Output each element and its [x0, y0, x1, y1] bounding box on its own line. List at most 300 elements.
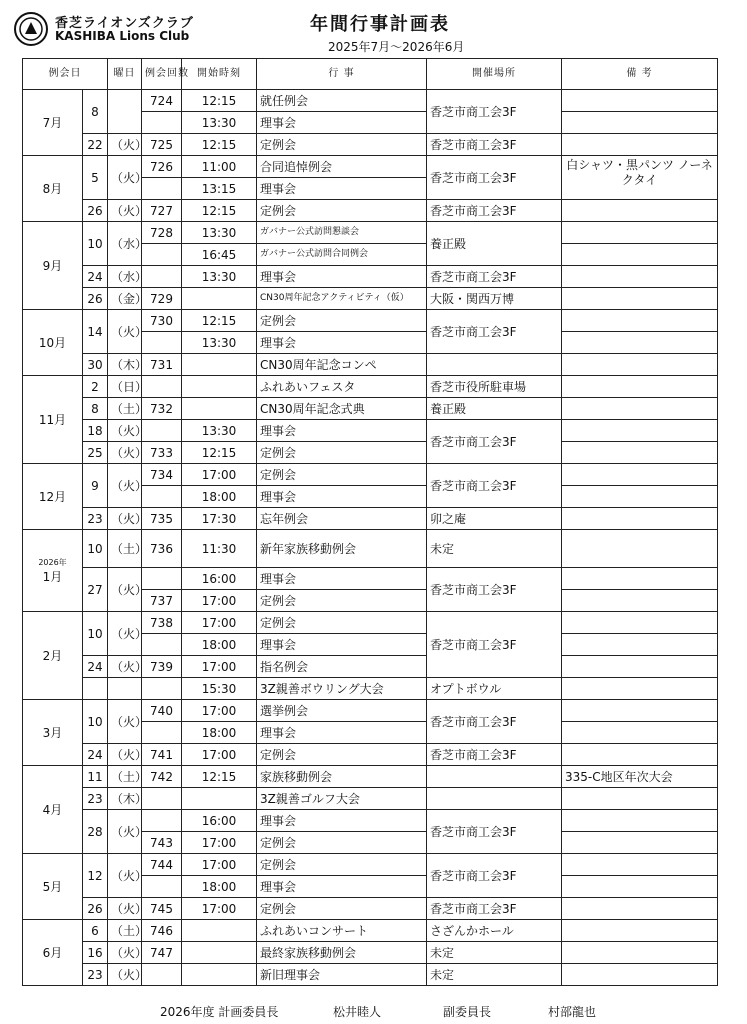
venue-cell: 未定	[427, 530, 562, 568]
day-cell: 8	[83, 398, 108, 420]
time-cell: 18:00	[182, 876, 257, 898]
time-cell: 12:15	[182, 200, 257, 222]
weekday-cell: （火）	[108, 442, 142, 464]
note-cell	[562, 920, 718, 942]
time-cell: 17:00	[182, 854, 257, 876]
weekday-cell: （土）	[108, 530, 142, 568]
time-cell: 17:00	[182, 464, 257, 486]
event-cell: 定例会	[257, 442, 427, 464]
time-cell	[182, 354, 257, 376]
note-cell	[562, 266, 718, 288]
venue-cell: 香芝市商工会3F	[427, 134, 562, 156]
header-note: 備 考	[562, 59, 718, 90]
meeting-no-cell	[142, 788, 182, 810]
time-cell	[182, 398, 257, 420]
table-row	[23, 134, 718, 156]
meeting-no-cell: 740	[142, 700, 182, 722]
meeting-no-cell: 729	[142, 288, 182, 310]
table-row	[23, 964, 718, 986]
vice-chair-name: 村部龍也	[548, 1005, 597, 1019]
weekday-cell: （火）	[108, 898, 142, 920]
note-cell: 白シャツ・黒パンツ ノーネクタイ	[562, 156, 718, 200]
table-row	[23, 420, 718, 442]
weekday-cell: （火）	[108, 464, 142, 508]
meeting-no-cell: 725	[142, 134, 182, 156]
weekday-cell: （火）	[108, 134, 142, 156]
note-cell	[562, 590, 718, 612]
meeting-no-cell: 728	[142, 222, 182, 244]
day-cell: 10	[83, 530, 108, 568]
event-cell: 就任例会	[257, 90, 427, 112]
venue-cell: 香芝市商工会3F	[427, 568, 562, 612]
day-cell: 24	[83, 266, 108, 288]
weekday-cell: （火）	[108, 420, 142, 442]
venue-cell: 香芝市商工会3F	[427, 266, 562, 288]
event-cell: ふれあいコンサート	[257, 920, 427, 942]
venue-cell: オプトボウル	[427, 678, 562, 700]
time-cell	[182, 942, 257, 964]
table-row	[23, 700, 718, 722]
meeting-no-cell: 741	[142, 744, 182, 766]
time-cell: 13:30	[182, 222, 257, 244]
table-row	[23, 310, 718, 332]
meeting-no-cell	[142, 964, 182, 986]
venue-cell: 香芝市商工会3F	[427, 90, 562, 134]
table-row	[23, 442, 718, 464]
note-cell	[562, 634, 718, 656]
event-cell: 定例会	[257, 200, 427, 222]
event-cell: 3Z親善ボウリング大会	[257, 678, 427, 700]
table-row	[23, 568, 718, 590]
event-cell: 理事会	[257, 722, 427, 744]
table-row	[23, 612, 718, 634]
venue-cell: 香芝市商工会3F	[427, 464, 562, 508]
day-cell: 24	[83, 744, 108, 766]
note-cell	[562, 530, 718, 568]
header-venue: 開催場所	[427, 59, 562, 90]
venue-cell: 養正殿	[427, 398, 562, 420]
weekday-cell: （火）	[108, 612, 142, 656]
time-cell: 17:00	[182, 590, 257, 612]
day-cell: 11	[83, 766, 108, 788]
table-row	[23, 354, 718, 376]
meeting-no-cell: 733	[142, 442, 182, 464]
note-cell	[562, 200, 718, 222]
venue-cell: 香芝市役所駐車場	[427, 376, 562, 398]
day-cell: 16	[83, 942, 108, 964]
event-cell: CN30周年記念アクティビティ（仮）	[257, 288, 427, 310]
time-cell: 17:00	[182, 612, 257, 634]
meeting-no-cell: 737	[142, 590, 182, 612]
venue-cell: さざんかホール	[427, 920, 562, 942]
meeting-no-cell: 745	[142, 898, 182, 920]
venue-cell: 養正殿	[427, 222, 562, 266]
time-cell: 11:30	[182, 530, 257, 568]
month-label: 9月	[23, 222, 83, 310]
weekday-cell: （火）	[108, 310, 142, 354]
note-cell	[562, 810, 718, 832]
weekday-cell: （水）	[108, 222, 142, 266]
event-cell: 忘年例会	[257, 508, 427, 530]
header-meeting-no: 例会回数	[142, 59, 182, 90]
event-cell: 3Z親善ゴルフ大会	[257, 788, 427, 810]
day-cell: 26	[83, 200, 108, 222]
note-cell	[562, 90, 718, 112]
meeting-no-cell: 739	[142, 656, 182, 678]
note-cell	[562, 942, 718, 964]
venue-cell: 未定	[427, 942, 562, 964]
weekday-cell: （火）	[108, 964, 142, 986]
time-cell: 13:30	[182, 266, 257, 288]
note-cell	[562, 332, 718, 354]
venue-cell: 香芝市商工会3F	[427, 854, 562, 898]
day-cell: 25	[83, 442, 108, 464]
event-cell: 定例会	[257, 134, 427, 156]
day-cell: 10	[83, 222, 108, 266]
note-cell	[562, 854, 718, 876]
event-cell: 理事会	[257, 876, 427, 898]
committee-title: 2026年度 計画委員長	[160, 1005, 279, 1019]
day-cell: 23	[83, 788, 108, 810]
time-cell: 12:15	[182, 442, 257, 464]
day-cell: 22	[83, 134, 108, 156]
day-cell: 18	[83, 420, 108, 442]
event-cell: ガバナー公式訪問懇談会	[257, 222, 427, 244]
time-cell: 13:30	[182, 112, 257, 134]
venue-cell	[427, 766, 562, 788]
meeting-no-cell: 742	[142, 766, 182, 788]
weekday-cell: （火）	[108, 200, 142, 222]
time-cell: 16:00	[182, 568, 257, 590]
meeting-no-cell: 727	[142, 200, 182, 222]
day-cell: 27	[83, 568, 108, 612]
note-cell	[562, 612, 718, 634]
note-cell	[562, 244, 718, 266]
time-cell: 18:00	[182, 486, 257, 508]
time-cell	[182, 288, 257, 310]
time-cell: 17:30	[182, 508, 257, 530]
day-cell	[83, 678, 108, 700]
weekday-cell: （火）	[108, 810, 142, 854]
time-cell: 12:15	[182, 766, 257, 788]
month-label: 7月	[23, 90, 83, 156]
event-cell: 指名例会	[257, 656, 427, 678]
day-cell: 26	[83, 288, 108, 310]
weekday-cell: （土）	[108, 920, 142, 942]
table-row	[23, 376, 718, 398]
venue-cell: 香芝市商工会3F	[427, 200, 562, 222]
table-row	[23, 90, 718, 112]
venue-cell: 卯之庵	[427, 508, 562, 530]
event-cell: 定例会	[257, 464, 427, 486]
table-row	[23, 508, 718, 530]
table-row	[23, 200, 718, 222]
weekday-cell: （土）	[108, 766, 142, 788]
weekday-cell: （火）	[108, 942, 142, 964]
day-cell: 12	[83, 854, 108, 898]
header-weekday: 曜日	[108, 59, 142, 90]
note-cell	[562, 568, 718, 590]
time-cell: 17:00	[182, 832, 257, 854]
day-cell: 6	[83, 920, 108, 942]
table-row	[23, 898, 718, 920]
note-cell: 335-C地区年次大会	[562, 766, 718, 788]
time-cell	[182, 788, 257, 810]
venue-cell	[427, 788, 562, 810]
event-cell: 理事会	[257, 810, 427, 832]
event-cell: 理事会	[257, 266, 427, 288]
table-row	[23, 920, 718, 942]
event-schedule-table	[22, 58, 718, 986]
day-cell: 30	[83, 354, 108, 376]
venue-cell	[427, 354, 562, 376]
page-title: 年間行事計画表	[310, 14, 450, 35]
weekday-cell	[108, 90, 142, 134]
time-cell: 13:30	[182, 332, 257, 354]
weekday-cell: （火）	[108, 156, 142, 200]
meeting-no-cell	[142, 112, 182, 134]
time-cell: 11:00	[182, 156, 257, 178]
month-label	[23, 530, 83, 612]
venue-cell: 香芝市商工会3F	[427, 156, 562, 200]
event-cell: 選挙例会	[257, 700, 427, 722]
day-cell: 24	[83, 656, 108, 678]
day-cell: 23	[83, 508, 108, 530]
event-cell: 理事会	[257, 178, 427, 200]
note-cell	[562, 744, 718, 766]
table-row	[23, 810, 718, 832]
event-cell: 定例会	[257, 898, 427, 920]
meeting-no-cell: 731	[142, 354, 182, 376]
weekday-cell: （金）	[108, 288, 142, 310]
meeting-no-cell	[142, 266, 182, 288]
month-label: 12月	[23, 464, 83, 530]
month-name: 1月	[42, 569, 63, 584]
note-cell	[562, 788, 718, 810]
header-event: 行 事	[257, 59, 427, 90]
month-label: 6月	[23, 920, 83, 986]
table-row	[23, 854, 718, 876]
weekday-cell: （日）	[108, 376, 142, 398]
header-start-time: 開始時刻	[182, 59, 257, 90]
month-label: 4月	[23, 766, 83, 854]
note-cell	[562, 134, 718, 156]
venue-cell: 香芝市商工会3F	[427, 700, 562, 744]
venue-cell: 香芝市商工会3F	[427, 744, 562, 766]
day-cell: 14	[83, 310, 108, 354]
meeting-no-cell: 744	[142, 854, 182, 876]
event-cell: 理事会	[257, 486, 427, 508]
time-cell: 17:00	[182, 656, 257, 678]
table-row	[23, 530, 718, 568]
time-cell	[182, 964, 257, 986]
day-cell: 26	[83, 898, 108, 920]
note-cell	[562, 398, 718, 420]
event-cell: 新旧理事会	[257, 964, 427, 986]
month-label: 3月	[23, 700, 83, 766]
note-cell	[562, 112, 718, 134]
month-label: 11月	[23, 376, 83, 464]
table-row	[23, 766, 718, 788]
meeting-no-cell: 738	[142, 612, 182, 634]
venue-cell: 未定	[427, 964, 562, 986]
weekday-cell: （火）	[108, 854, 142, 898]
table-row	[23, 942, 718, 964]
note-cell	[562, 678, 718, 700]
event-cell: 定例会	[257, 854, 427, 876]
time-cell: 12:15	[182, 310, 257, 332]
note-cell	[562, 656, 718, 678]
venue-cell: 香芝市商工会3F	[427, 810, 562, 854]
event-cell: CN30周年記念式典	[257, 398, 427, 420]
time-cell: 12:15	[182, 134, 257, 156]
weekday-cell: （火）	[108, 744, 142, 766]
day-cell: 5	[83, 156, 108, 200]
day-cell: 28	[83, 810, 108, 854]
time-cell: 17:00	[182, 898, 257, 920]
venue-cell: 大阪・関西万博	[427, 288, 562, 310]
table-row	[23, 266, 718, 288]
meeting-no-cell	[142, 678, 182, 700]
time-cell	[182, 376, 257, 398]
club-name-en: KASHIBA Lions Club	[55, 29, 190, 43]
venue-cell: 香芝市商工会3F	[427, 310, 562, 354]
event-cell: 新年家族移動例会	[257, 530, 427, 568]
year-label: 2026年	[38, 557, 67, 567]
table-row	[23, 464, 718, 486]
time-cell: 15:30	[182, 678, 257, 700]
note-cell	[562, 508, 718, 530]
note-cell	[562, 722, 718, 744]
event-cell: ふれあいフェスタ	[257, 376, 427, 398]
time-cell	[182, 920, 257, 942]
meeting-no-cell: 730	[142, 310, 182, 332]
meeting-no-cell	[142, 722, 182, 744]
period-label: 2025年7月～2026年6月	[328, 40, 465, 54]
meeting-no-cell: 726	[142, 156, 182, 178]
lions-club-logo	[14, 12, 48, 46]
table-row	[23, 398, 718, 420]
weekday-cell: （火）	[108, 568, 142, 612]
time-cell: 16:45	[182, 244, 257, 266]
weekday-cell	[108, 678, 142, 700]
club-name-ja: 香芝ライオンズクラブ	[55, 16, 194, 31]
day-cell: 10	[83, 700, 108, 744]
meeting-no-cell: 746	[142, 920, 182, 942]
meeting-no-cell	[142, 486, 182, 508]
table-row	[23, 656, 718, 678]
event-cell: ガバナー公式訪問合同例会	[257, 244, 427, 266]
meeting-no-cell	[142, 634, 182, 656]
table-row	[23, 156, 718, 178]
time-cell: 16:00	[182, 810, 257, 832]
note-cell	[562, 876, 718, 898]
event-cell: 定例会	[257, 744, 427, 766]
time-cell: 13:15	[182, 178, 257, 200]
venue-cell: 香芝市商工会3F	[427, 898, 562, 920]
table-row	[23, 678, 718, 700]
event-cell: 最終家族移動例会	[257, 942, 427, 964]
venue-cell: 香芝市商工会3F	[427, 420, 562, 464]
note-cell	[562, 832, 718, 854]
time-cell: 13:30	[182, 420, 257, 442]
month-label: 10月	[23, 310, 83, 376]
note-cell	[562, 310, 718, 332]
note-cell	[562, 464, 718, 486]
note-cell	[562, 222, 718, 244]
weekday-cell: （水）	[108, 266, 142, 288]
time-cell: 17:00	[182, 744, 257, 766]
time-cell: 12:15	[182, 90, 257, 112]
vice-chair-title: 副委員長	[443, 1005, 492, 1019]
meeting-no-cell: 747	[142, 942, 182, 964]
meeting-no-cell: 735	[142, 508, 182, 530]
table-row	[23, 222, 718, 244]
month-label: 2月	[23, 612, 83, 700]
header-date: 例会日	[23, 59, 108, 90]
meeting-no-cell	[142, 420, 182, 442]
event-cell: 定例会	[257, 590, 427, 612]
meeting-no-cell	[142, 178, 182, 200]
event-cell: 定例会	[257, 612, 427, 634]
venue-cell: 香芝市商工会3F	[427, 612, 562, 678]
day-cell: 23	[83, 964, 108, 986]
day-cell: 2	[83, 376, 108, 398]
note-cell	[562, 354, 718, 376]
weekday-cell: （火）	[108, 656, 142, 678]
meeting-no-cell: 734	[142, 464, 182, 486]
event-cell: 理事会	[257, 332, 427, 354]
note-cell	[562, 964, 718, 986]
day-cell: 9	[83, 464, 108, 508]
event-cell: 理事会	[257, 420, 427, 442]
meeting-no-cell: 732	[142, 398, 182, 420]
header-row	[23, 59, 718, 90]
event-cell: 理事会	[257, 568, 427, 590]
weekday-cell: （木）	[108, 788, 142, 810]
weekday-cell: （土）	[108, 398, 142, 420]
event-cell: 定例会	[257, 832, 427, 854]
note-cell	[562, 288, 718, 310]
month-label: 8月	[23, 156, 83, 222]
committee-chair-name: 松井睦人	[333, 1005, 382, 1019]
meeting-no-cell	[142, 376, 182, 398]
meeting-no-cell	[142, 244, 182, 266]
event-cell: 理事会	[257, 634, 427, 656]
weekday-cell: （木）	[108, 354, 142, 376]
day-cell: 8	[83, 90, 108, 134]
meeting-no-cell	[142, 876, 182, 898]
event-cell: 定例会	[257, 310, 427, 332]
table-row	[23, 788, 718, 810]
meeting-no-cell	[142, 332, 182, 354]
note-cell	[562, 898, 718, 920]
weekday-cell: （火）	[108, 508, 142, 530]
event-cell: 理事会	[257, 112, 427, 134]
note-cell	[562, 700, 718, 722]
weekday-cell: （火）	[108, 700, 142, 744]
table-row	[23, 744, 718, 766]
meeting-no-cell: 736	[142, 530, 182, 568]
event-cell: CN30周年記念コンペ	[257, 354, 427, 376]
time-cell: 17:00	[182, 700, 257, 722]
note-cell	[562, 442, 718, 464]
event-cell: 合同追悼例会	[257, 156, 427, 178]
time-cell: 18:00	[182, 634, 257, 656]
note-cell	[562, 376, 718, 398]
meeting-no-cell: 724	[142, 90, 182, 112]
meeting-no-cell	[142, 810, 182, 832]
